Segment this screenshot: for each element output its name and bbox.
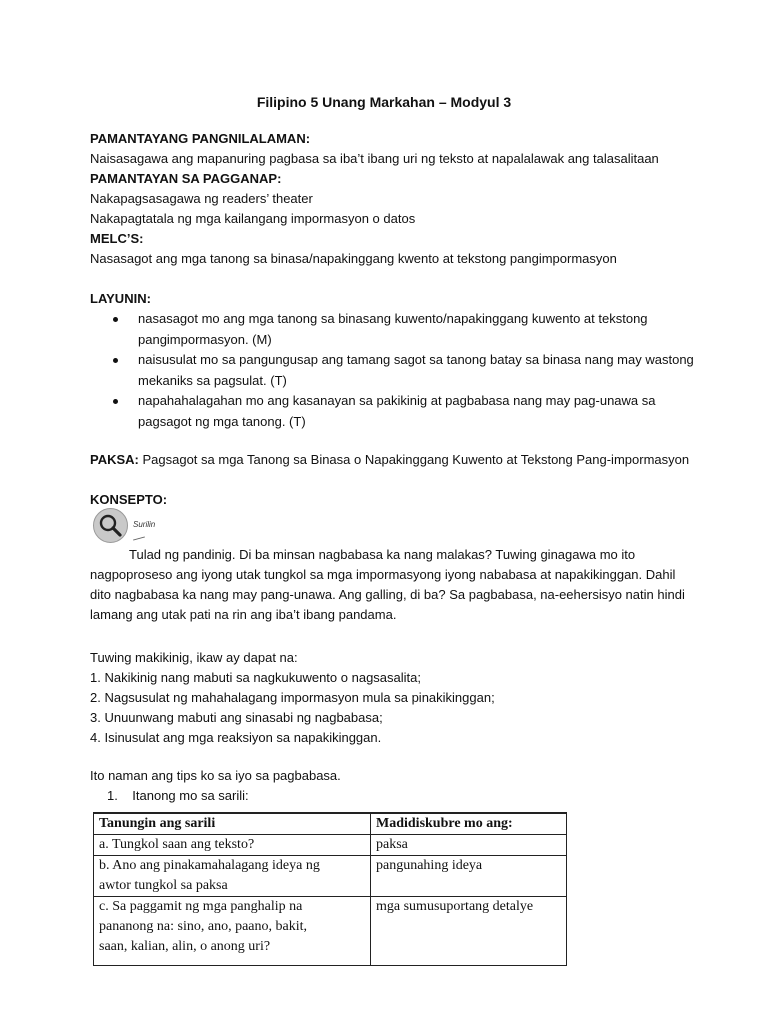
- listening-item: 3. Unuunwang mabuti ang sinasabi ng nagbabasa;: [90, 710, 383, 725]
- objective-line: napahahalagahan mo ang kasanayan sa pakikinig at pagbabasa nang may pag-unawa sa: [138, 393, 656, 408]
- question-cell: [94, 835, 371, 856]
- listening-item: 2. Nagsusulat ng mahahalagang impormasyon mula sa pinakikinggan;: [90, 690, 495, 705]
- objectives-list: [90, 309, 710, 432]
- paragraph-line: dito nagbabasa ka nang may pang-unawa. Ang galling, di ba? Sa pagbabasa, na-eehersisyo natin hindi: [90, 587, 685, 602]
- listening-section: [90, 648, 710, 748]
- listening-item: 4. Isinusulat ang mga reaksiyon sa napakikinggan.: [90, 730, 382, 745]
- cell-line: c. Sa paggamit ng mga panghalip na: [99, 899, 303, 914]
- cell-line: a. Tungkol saan ang teksto?: [99, 837, 255, 852]
- answer-cell: pangunahing ideya: [371, 856, 567, 897]
- concept-paragraph: [90, 545, 710, 625]
- bullet-icon: [113, 358, 118, 363]
- objective-item: [90, 391, 710, 432]
- concept-heading: KONSEPTO:: [90, 492, 168, 507]
- answer-cell: paksa: [371, 835, 567, 856]
- objective-line: nasasagot mo ang mga tanong sa binasang kuwento/napakinggang kuwento at tekstong: [138, 311, 648, 326]
- question-cell: [94, 856, 371, 897]
- question-cell: [94, 897, 371, 966]
- topic-text: Pagsagot sa mga Tanong sa Binasa o Napakinggang Kuwento at Tekstong Pang-impormasyon: [138, 452, 690, 467]
- objective-line: pagsagot ng mga tanong. (T): [138, 413, 306, 429]
- standards-section: [90, 129, 710, 269]
- paragraph-line: nagpoproseso ang iyong utak tungkol sa mga impormasyong iyong nababasa at napakikinggan. Dahil: [90, 567, 676, 582]
- performance-standard-heading: PAMANTAYAN SA PAGGANAP:: [90, 171, 282, 186]
- melcs-heading: MELC’S:: [90, 231, 144, 246]
- objective-line: mekaniks sa pagsulat. (T): [138, 372, 287, 388]
- page-title: Filipino 5 Unang Markahan – Modyul 3: [256, 94, 512, 110]
- objective-item: [90, 309, 710, 350]
- cell-line: saan, kalian, alin, o anong uri?: [99, 939, 271, 954]
- objective-item: [90, 350, 710, 391]
- paragraph-line: lamang ang utak pati na rin ang iba’t ibang pandama.: [90, 607, 397, 622]
- column-header: Tanungin ang sarili: [94, 813, 371, 835]
- tips-intro: Ito naman ang tips ko sa iyo sa pagbabasa.: [90, 768, 341, 783]
- paragraph-line: [90, 545, 710, 565]
- listening-item: 1. Nakikinig nang mabuti sa nagkukuwento o nagsasalita;: [90, 670, 421, 685]
- column-header: Madidiskubre mo ang:: [371, 813, 567, 835]
- tips-section: [90, 766, 710, 806]
- performance-standard-line: Nakapagsasagawa ng readers’ theater: [90, 191, 313, 206]
- decorative-mark: [133, 536, 145, 540]
- surilin-label: Surilin: [133, 520, 156, 529]
- table-header-row: [94, 813, 567, 835]
- objectives-heading: LAYUNIN:: [90, 291, 151, 306]
- magnifier-icon: [93, 508, 128, 543]
- topic-line: [90, 450, 710, 470]
- table-row: [94, 856, 567, 897]
- objective-line: naisusulat mo sa pangungusap ang tamang sagot sa tanong batay sa binasa nang may wastong: [138, 352, 694, 367]
- topic-label: PAKSA:: [90, 452, 139, 467]
- cell-line: b. Ano ang pinakamahalagang ideya ng: [99, 858, 320, 873]
- content-standard-heading: PAMANTAYANG PANGNILALAMAN:: [90, 131, 311, 146]
- objective-line: pangimpormasyon. (M): [138, 331, 272, 347]
- question-table: [93, 812, 567, 966]
- objectives-section: [90, 289, 710, 432]
- cell-line: pananong na: sino, ano, paano, bakit,: [99, 919, 308, 934]
- melcs-text: Nasasagot ang mga tanong sa binasa/napakinggang kwento at tekstong pangimpormasyon: [90, 251, 617, 266]
- bullet-icon: [113, 399, 118, 404]
- bullet-icon: [113, 317, 118, 322]
- tips-item: 1. Itanong mo sa sarili:: [107, 788, 249, 803]
- table-row: [94, 897, 567, 966]
- cell-line: awtor tungkol sa paksa: [99, 878, 228, 893]
- paragraph-text: Tulad ng pandinig. Di ba minsan nagbabasa ka nang malakas? Tuwing ginagawa mo ito: [129, 547, 636, 562]
- answer-cell: mga sumusuportang detalye: [371, 897, 567, 966]
- content-standard-text: Naisasagawa ang mapanuring pagbasa sa iba’t ibang uri ng teksto at napalalawak ang talasalitaan: [90, 151, 659, 166]
- listening-intro: Tuwing makikinig, ikaw ay dapat na:: [90, 650, 298, 665]
- performance-standard-line: Nakapagtatala ng mga kailangang impormasyon o datos: [90, 211, 416, 226]
- table-row: [94, 835, 567, 856]
